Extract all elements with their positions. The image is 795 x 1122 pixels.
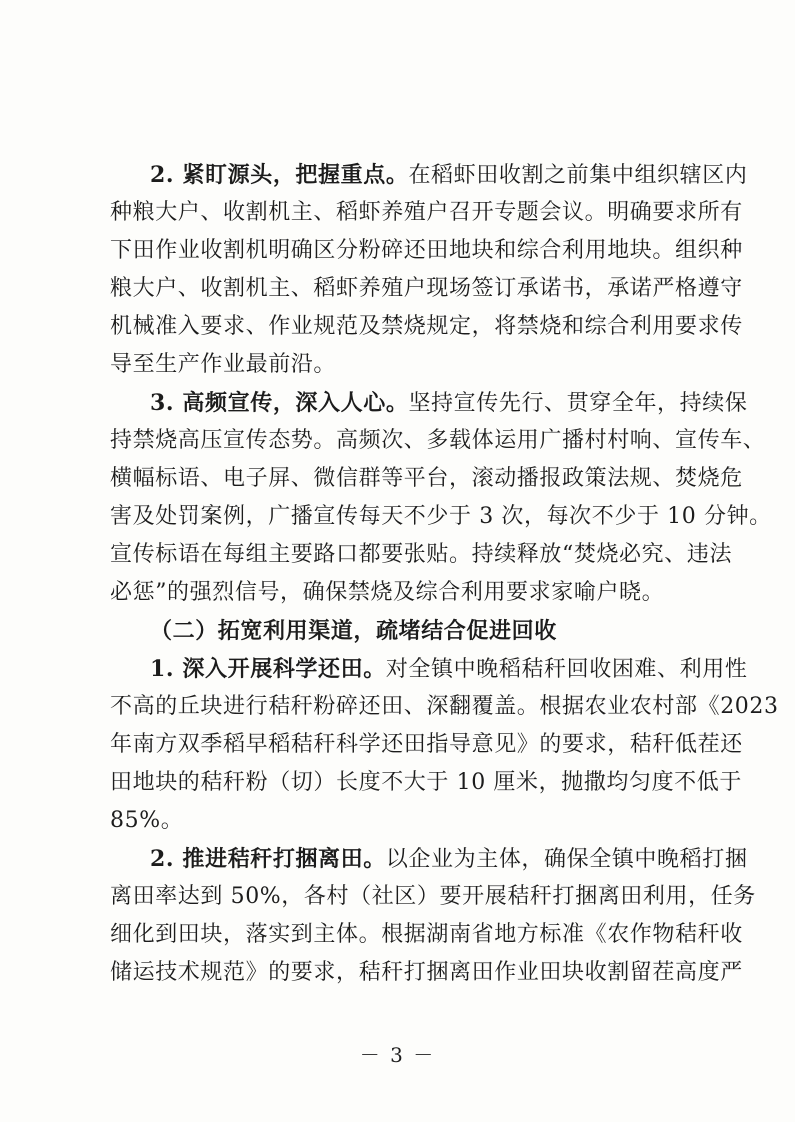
paragraph-3-lead: 1. 深入开展科学还田。	[150, 656, 386, 682]
paragraph-4-line-2: 离田率达到 50%，各村（社区）要开展秸秆打捆离田利用，任务	[110, 884, 756, 909]
paragraph-4-line-4: 储运技术规范》的要求，秸秆打捆离田作业田块收割留茬高度严	[110, 960, 743, 985]
section-heading: （二）拓宽利用渠道，疏堵结合促进回收	[150, 618, 557, 644]
paragraph-3-line-2: 不高的丘块进行秸秆粉碎还田、深翻覆盖。根据农业农村部《2023	[110, 694, 779, 719]
paragraph-4-lead: 2. 推进秸秆打捆离田。	[150, 846, 386, 872]
paragraph-1-line-1: 2. 紧盯源头，把握重点。在稻虾田收割之前集中组织辖区内	[150, 162, 748, 188]
paragraph-3-line-1: 1. 深入开展科学还田。对全镇中晚稻秸秆回收困难、利用性	[150, 656, 748, 682]
paragraph-3-line-4: 田地块的秸秆粉（切）长度不大于 10 厘米，抛撒均匀度不低于	[110, 770, 742, 795]
paragraph-1-line-2: 种粮大户、收割机主、稻虾养殖户召开专题会议。明确要求所有	[110, 200, 743, 225]
paragraph-2-line-4: 害及处罚案例，广播宣传每天不少于 3 次，每次不少于 10 分钟。	[110, 504, 772, 529]
paragraph-2-lead: 3. 高频宣传，深入人心。	[150, 390, 409, 416]
paragraph-3-line-5: 85%。	[110, 808, 184, 833]
paragraph-2-line-2: 持禁烧高压宣传态势。高频次、多载体运用广播村村响、宣传车、	[110, 428, 766, 453]
paragraph-2-line-6: 必惩”的强烈信号，确保禁烧及综合利用要求家喻户晓。	[110, 580, 665, 605]
page-number: － 3 －	[359, 1043, 436, 1067]
paragraph-2-line-5: 宣传标语在每组主要路口都要张贴。持续释放“焚烧必究、违法	[110, 542, 733, 567]
paragraph-2-line-3: 横幅标语、电子屏、微信群等平台，滚动播报政策法规、焚烧危	[110, 466, 743, 491]
paragraph-4-line-1: 2. 推进秸秆打捆离田。以企业为主体，确保全镇中晚稻打捆	[150, 846, 748, 872]
paragraph-4-line-3: 细化到田块，落实到主体。根据湖南省地方标准《农作物秸秆收	[110, 922, 743, 947]
paragraph-2-line-1: 3. 高频宣传，深入人心。坚持宣传先行、贯穿全年，持续保	[150, 390, 748, 416]
paragraph-1-line-3: 下田作业收割机明确区分粉碎还田地块和综合利用地块。组织种	[110, 238, 743, 263]
paragraph-1-line-5: 机械准入要求、作业规范及禁烧规定，将禁烧和综合利用要求传	[110, 314, 743, 339]
paragraph-1-lead: 2. 紧盯源头，把握重点。	[150, 162, 409, 188]
paragraph-3-line-3: 年南方双季稻早稻秸秆科学还田指导意见》的要求，秸秆低茬还	[110, 732, 743, 757]
paragraph-1-line-4: 粮大户、收割机主、稻虾养殖户现场签订承诺书，承诺严格遵守	[110, 276, 743, 301]
paragraph-1-line-6: 导至生产作业最前沿。	[110, 352, 337, 377]
